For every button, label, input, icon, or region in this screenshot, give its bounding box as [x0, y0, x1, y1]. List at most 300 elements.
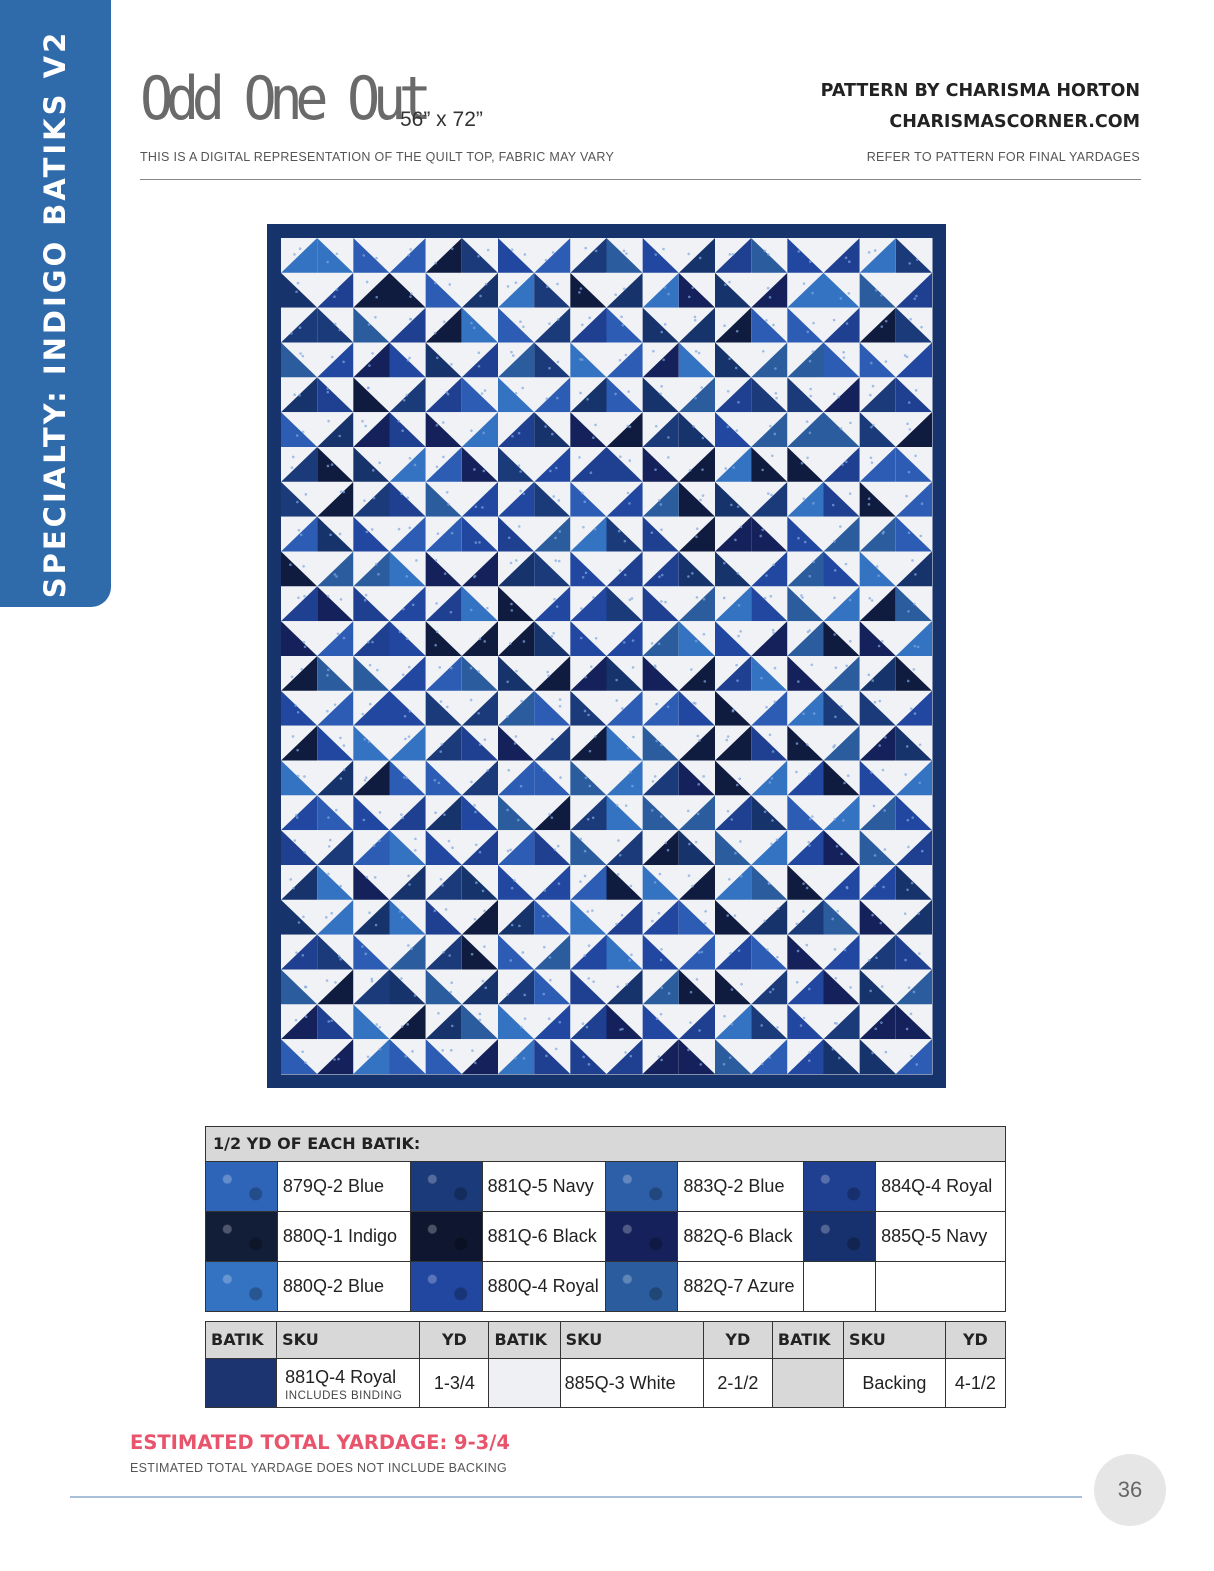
- fabric-dot: [870, 362, 873, 365]
- fabric-swatch: [411, 1162, 483, 1211]
- fabric-dot: [589, 785, 592, 788]
- fabric-dot: [546, 285, 549, 288]
- fabric-dot: [624, 540, 627, 543]
- fabric-dot: [834, 948, 837, 951]
- fabric-dot: [908, 531, 911, 534]
- fabric-dot: [878, 645, 881, 648]
- fabric-dot: [869, 597, 872, 600]
- fabric-dot: [769, 296, 772, 299]
- fabric-dot: [484, 389, 487, 392]
- fabric-dot: [291, 676, 294, 679]
- fabric-dot: [616, 985, 619, 988]
- fabric-dot: [738, 604, 741, 607]
- fabric-dot: [590, 471, 593, 474]
- fabric-dot: [363, 499, 366, 502]
- fabric-dot: [589, 750, 592, 753]
- designer-credit: PATTERN BY CHARISMA HORTON: [820, 81, 1140, 101]
- fabric-dot: [904, 959, 907, 962]
- fabric-dot: [906, 1028, 909, 1031]
- fabric-dot: [296, 434, 299, 437]
- fabric-dot: [366, 876, 369, 879]
- fabric-dot: [330, 1019, 333, 1022]
- fabric-dot: [584, 875, 587, 878]
- fabric-dot: [667, 849, 670, 852]
- fabric-dot: [443, 813, 446, 816]
- fabric-dot: [293, 839, 296, 842]
- fabric-dot: [803, 282, 806, 285]
- fabric-dot: [845, 563, 848, 566]
- fabric-dot: [796, 923, 799, 926]
- col-yd: YD: [704, 1322, 773, 1358]
- fabric-dot: [910, 1013, 913, 1016]
- fabric-dot: [632, 639, 635, 642]
- fabric-dot: [479, 295, 482, 298]
- fabric-dot: [552, 495, 555, 498]
- fabric-dot: [906, 888, 909, 891]
- fabric-dot: [723, 1063, 726, 1066]
- fabric-dot: [444, 572, 447, 575]
- fabric-dot: [847, 774, 850, 777]
- fabric-dot: [732, 253, 735, 256]
- fabric-dot: [873, 885, 876, 888]
- fabric-dot: [481, 392, 484, 395]
- fabric-dot: [434, 332, 437, 335]
- fabric-dot: [771, 454, 774, 457]
- fabric-dot: [578, 456, 581, 459]
- fabric-dot: [438, 782, 441, 785]
- fabric-dot: [654, 666, 657, 669]
- fabric-dot: [304, 645, 307, 648]
- fabric-dot: [617, 873, 620, 876]
- fabric-dot: [483, 909, 486, 912]
- fabric-dot: [875, 289, 878, 292]
- fabric-swatch: [804, 1162, 876, 1211]
- fabric-dot: [632, 736, 635, 739]
- fabric-dot: [667, 456, 670, 459]
- fabric-dot: [661, 574, 664, 577]
- fabric-dot: [333, 1058, 336, 1061]
- fabric-swatch: [411, 1262, 483, 1311]
- fabric-dot: [844, 949, 847, 952]
- fabric-dot: [806, 420, 809, 423]
- fabric-dot: [592, 596, 595, 599]
- fabric-dot: [555, 559, 558, 562]
- fabric-dot: [409, 710, 412, 713]
- fabric-dot: [838, 1057, 841, 1060]
- fabric-dot: [446, 706, 449, 709]
- fabric-dot: [620, 316, 623, 319]
- fabric-dot: [326, 261, 329, 264]
- fabric-dot: [881, 985, 884, 988]
- fabric-dot: [407, 875, 410, 878]
- fabric-dot: [833, 319, 836, 322]
- fabric-dot: [329, 839, 332, 842]
- fabric-dot: [545, 1055, 548, 1058]
- fabric-dot: [450, 611, 453, 614]
- fabric-dot: [769, 781, 772, 784]
- fabric-dot: [729, 1056, 732, 1059]
- fabric-dot: [515, 281, 518, 284]
- fabric-dot: [877, 574, 880, 577]
- fabric-dot: [296, 816, 299, 819]
- fabric-dot: [514, 1057, 517, 1060]
- yardage-value: 1-3/4: [420, 1359, 489, 1407]
- fabric-dot: [727, 426, 730, 429]
- fabric-dot: [298, 529, 301, 532]
- fabric-dot: [761, 1063, 764, 1066]
- fabric-dot: [795, 771, 798, 774]
- fabric-swatch: [206, 1359, 277, 1407]
- fabric-dot: [764, 920, 767, 923]
- fabric-dot: [656, 1017, 659, 1020]
- fabric-dot: [520, 700, 523, 703]
- col-batik: BATIK: [773, 1322, 844, 1358]
- fabric-dot: [849, 640, 852, 643]
- fabric-dot: [615, 923, 618, 926]
- fabric-dot: [740, 526, 743, 529]
- fabric-dot: [907, 680, 910, 683]
- fabric-dot: [510, 603, 513, 606]
- fabric-dot: [338, 435, 341, 438]
- fabric-sku: 882Q-7 Azure: [678, 1262, 804, 1311]
- fabric-dot: [437, 1012, 440, 1015]
- fabric-dot: [770, 494, 773, 497]
- fabric-dot: [885, 1051, 888, 1054]
- fabric-dot: [305, 1015, 308, 1018]
- fabric-dot: [507, 993, 510, 996]
- fabric-dot: [694, 316, 697, 319]
- fabric-dot: [399, 910, 402, 913]
- fabric-dot: [845, 257, 848, 260]
- fabric-dot: [475, 843, 478, 846]
- fabric-dot: [885, 320, 888, 323]
- fabric-dot: [551, 816, 554, 819]
- fabric-dot: [442, 951, 445, 954]
- fabric-dot: [737, 572, 740, 575]
- fabric-dot: [511, 924, 514, 927]
- fabric-dot: [400, 977, 403, 980]
- fabric-dot: [801, 596, 804, 599]
- fabric-dot: [556, 397, 559, 400]
- fabric-dot: [704, 922, 707, 925]
- fabric-dot: [625, 804, 628, 807]
- fabric-dot: [655, 740, 658, 743]
- fabric-dot: [769, 734, 772, 737]
- fabric-dot: [365, 776, 368, 779]
- fabric-dot: [401, 429, 404, 432]
- fabric-swatch: [206, 1162, 278, 1211]
- fabric-dot: [448, 954, 451, 957]
- fabric-dot: [293, 393, 296, 396]
- fabric-dot: [400, 492, 403, 495]
- page-number-badge: [1094, 1454, 1166, 1526]
- fabric-dot: [797, 680, 800, 683]
- fabric-dot: [414, 464, 417, 467]
- quilt-size: 56” x 72”: [400, 108, 483, 131]
- fabric-dot: [667, 705, 670, 708]
- fabric-dot: [300, 668, 303, 671]
- fabric-dot: [732, 466, 735, 469]
- fabric-dot: [292, 456, 295, 459]
- fabric-dot: [840, 427, 843, 430]
- fabric-dot: [621, 707, 624, 710]
- fabric-dot: [697, 813, 700, 816]
- fabric-dot: [870, 456, 873, 459]
- fabric-dot: [914, 645, 917, 648]
- fabric-dot: [408, 527, 411, 530]
- fabric-dot: [687, 1049, 690, 1052]
- fabric-dot: [885, 360, 888, 363]
- fabric-dot: [513, 879, 516, 882]
- fabric-dot: [796, 981, 799, 984]
- fabric-dot: [811, 663, 814, 666]
- fabric-dot: [880, 325, 883, 328]
- fabric-dot: [699, 257, 702, 260]
- fabric-dot: [667, 436, 670, 439]
- fabric-dot: [772, 750, 775, 753]
- fabric-dot: [515, 735, 518, 738]
- fabric-dot: [409, 318, 412, 321]
- yardage-value: 2-1/2: [704, 1359, 773, 1407]
- fabric-dot: [509, 848, 512, 851]
- fabric-dot: [594, 424, 597, 427]
- estimated-yardage: ESTIMATED TOTAL YARDAGE: 9-3/4: [130, 1431, 510, 1454]
- fabric-dot: [762, 350, 765, 353]
- fabric-dot: [371, 528, 374, 531]
- fabric-dot: [506, 715, 509, 718]
- fabric-dot: [658, 643, 661, 646]
- fabric-dot: [509, 642, 512, 645]
- fabric-dot: [408, 883, 411, 886]
- fabric-dot: [364, 599, 367, 602]
- sku-label: 885Q-3 White: [561, 1359, 704, 1407]
- fabric-dot: [767, 492, 770, 495]
- fabric-dot: [551, 433, 554, 436]
- fabric-dot: [831, 918, 834, 921]
- fabric-dot: [688, 874, 691, 877]
- fabric-dot: [559, 705, 562, 708]
- fabric-dot: [338, 329, 341, 332]
- fabric-dot: [399, 630, 402, 633]
- fabric-dot: [813, 712, 816, 715]
- fabric-dot: [796, 742, 799, 745]
- yardage-row: [206, 1359, 1005, 1407]
- pattern-title: Odd One Out: [140, 64, 425, 134]
- fabric-dot: [579, 392, 582, 395]
- fabric-dot: [704, 910, 707, 913]
- fabric-dot: [920, 535, 923, 538]
- fabric-dot: [451, 532, 454, 535]
- fabric-dot: [330, 912, 333, 915]
- fabric-dot: [470, 322, 473, 325]
- fabric-dot: [664, 286, 667, 289]
- fabric-dot: [520, 1026, 523, 1029]
- fabric-dot: [302, 431, 305, 434]
- fabric-dot: [921, 502, 924, 505]
- fabric-dot: [662, 358, 665, 361]
- fabric-dot: [375, 257, 378, 260]
- fabric-dot: [807, 841, 810, 844]
- fabric-dot: [289, 563, 292, 566]
- fabric-dot: [547, 915, 550, 918]
- fabric-dot: [655, 703, 658, 706]
- fabric-dot: [665, 842, 668, 845]
- fabric-dot: [809, 388, 812, 391]
- fabric-dot: [337, 632, 340, 635]
- fabric-dot: [371, 641, 374, 644]
- fabric-dot: [408, 357, 411, 360]
- fabric-dot: [871, 1052, 874, 1055]
- fabric-dot: [913, 991, 916, 994]
- fabric-dot: [660, 815, 663, 818]
- fabric-dot: [297, 775, 300, 778]
- fabric-dot: [701, 951, 704, 954]
- fabric-dot: [845, 461, 848, 464]
- fabric-dot: [688, 843, 691, 846]
- digital-disclaimer: THIS IS A DIGITAL REPRESENTATION OF THE QUILT TOP, FABRIC MAY VARY: [140, 150, 615, 164]
- fabric-dot: [305, 986, 308, 989]
- fabric-dot: [302, 355, 305, 358]
- fabric-dot: [486, 769, 489, 772]
- header-divider: [140, 179, 1141, 180]
- fabric-dot: [734, 852, 737, 855]
- fabric-dot: [443, 321, 446, 324]
- fabric-dot: [759, 535, 762, 538]
- fabric-dot: [296, 501, 299, 504]
- fabric-dot: [508, 769, 511, 772]
- fabric-dot: [691, 885, 694, 888]
- fabric-dot: [474, 811, 477, 814]
- fabric-dot: [770, 595, 773, 598]
- fabric-dot: [409, 248, 412, 251]
- fabric-dot: [584, 850, 587, 853]
- fabric-dot: [592, 816, 595, 819]
- fabric-dot: [369, 703, 372, 706]
- designer-website: CHARISMASCORNER.COM: [889, 112, 1140, 132]
- fabric-dot: [917, 912, 920, 915]
- fabric-dot: [626, 425, 629, 428]
- fabric-dot: [412, 604, 415, 607]
- fabric-dot: [768, 882, 771, 885]
- fabric-dot: [548, 367, 551, 370]
- fabric-dot: [913, 297, 916, 300]
- fabric-dot: [918, 952, 921, 955]
- fabric-dot: [368, 740, 371, 743]
- fabric-dot: [915, 389, 918, 392]
- fabric-dot: [523, 640, 526, 643]
- fabric-dot: [806, 456, 809, 459]
- fabric-dot: [398, 528, 401, 531]
- fabric-dot: [450, 1049, 453, 1052]
- fabric-dot: [327, 595, 330, 598]
- fabric-dot: [375, 296, 378, 299]
- fabric-dot: [723, 324, 726, 327]
- fabric-dot: [375, 1023, 378, 1026]
- fabric-dot: [549, 979, 552, 982]
- fabric-dot: [667, 293, 670, 296]
- fabric-dot: [303, 641, 306, 644]
- fabric-dot: [872, 424, 875, 427]
- fabric-dot: [734, 914, 737, 917]
- fabric-dot: [588, 944, 591, 947]
- fabric-dot: [592, 436, 595, 439]
- fabric-dot: [407, 944, 410, 947]
- fabric-swatch: [773, 1359, 844, 1407]
- fabric-dot: [687, 810, 690, 813]
- fabric-dot: [367, 641, 370, 644]
- fabric-dot: [761, 469, 764, 472]
- fabric-dot: [342, 361, 345, 364]
- fabric-dot: [584, 710, 587, 713]
- fabric-dot: [870, 771, 873, 774]
- fabric-dot: [552, 251, 555, 254]
- fabric-dot: [299, 326, 302, 329]
- fabric-dot: [553, 598, 556, 601]
- fabric-dot: [687, 253, 690, 256]
- fabric-dot: [772, 629, 775, 632]
- fabric-dot: [514, 742, 517, 745]
- fabric-dot: [515, 392, 518, 395]
- fabric-dot: [770, 842, 773, 845]
- fabric-dot: [664, 601, 667, 604]
- fabric-dot: [555, 467, 558, 470]
- fabric-dot: [654, 468, 657, 471]
- fabric-dot: [482, 470, 485, 473]
- fabric-dot: [659, 392, 662, 395]
- fabric-dot: [834, 1022, 837, 1025]
- fabric-dot: [477, 255, 480, 258]
- fabric-dot: [654, 881, 657, 884]
- fabric-dot: [446, 491, 449, 494]
- fabric-dot: [652, 780, 655, 783]
- fabric-dot: [849, 492, 852, 495]
- fabric-dot: [842, 351, 845, 354]
- fabric-dot: [730, 818, 733, 821]
- fabric-dot: [624, 574, 627, 577]
- fabric-dot: [559, 776, 562, 779]
- fabric-dot: [660, 1013, 663, 1016]
- fabric-dot: [449, 991, 452, 994]
- fabric-dot: [802, 713, 805, 716]
- fabric-dot: [737, 635, 740, 638]
- fabric-dot: [868, 497, 871, 500]
- fabric-dot: [696, 978, 699, 981]
- fabric-dot: [585, 777, 588, 780]
- fabric-dot: [448, 283, 451, 286]
- fabric-dot: [586, 398, 589, 401]
- fabric-dot: [809, 360, 812, 363]
- fabric-dot: [812, 322, 815, 325]
- fabric-dot: [739, 630, 742, 633]
- fabric-dot: [336, 253, 339, 256]
- fabric-dot: [594, 528, 597, 531]
- fabric-dot: [509, 959, 512, 962]
- fabric-dot: [414, 849, 417, 852]
- fabric-dot: [369, 664, 372, 667]
- fabric-dot: [615, 699, 618, 702]
- fabric-dot: [337, 1058, 340, 1061]
- fabric-dot: [515, 670, 518, 673]
- fabric-sku: 884Q-4 Royal: [881, 1176, 993, 1196]
- fabric-dot: [404, 715, 407, 718]
- fabric-dot: [580, 838, 583, 841]
- fabric-dot: [409, 295, 412, 298]
- fabric-dot: [775, 397, 778, 400]
- fabric-dot: [878, 744, 881, 747]
- fabric-dot: [874, 854, 877, 857]
- fabric-dot: [479, 1013, 482, 1016]
- fabric-dot: [914, 454, 917, 457]
